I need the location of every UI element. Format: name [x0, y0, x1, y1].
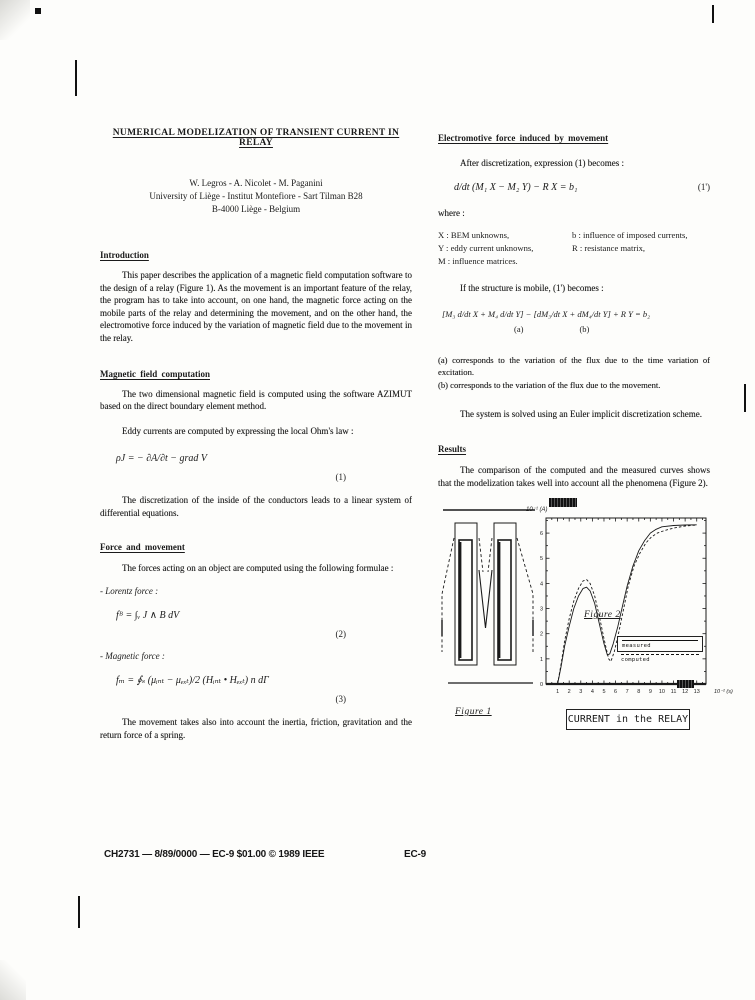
magnetic-field-paragraph-1: The two dimensional magnetic field is computed using the software AZIMUT based on the direct boundary element method.: [100, 388, 412, 412]
figure-1-caption: Figure 1: [455, 707, 492, 717]
equation-2: fᴮ = ∫ᵥ J ∧ B dV: [116, 610, 180, 622]
copyright-line: CH2731 — 8/89/0000 — EC-9 $01.00 © 1989 IEEE: [104, 849, 325, 860]
section-heading-introduction: Introduction: [100, 250, 149, 260]
scan-artifact: [744, 384, 746, 412]
scan-artifact: [75, 60, 77, 96]
svg-text:9: 9: [648, 689, 652, 695]
definition-item: R : resistance matrix,: [572, 243, 646, 254]
mobile-structure-paragraph: If the structure is mobile, (1') becomes :: [460, 283, 604, 294]
definition-item: Y : eddy current unknowns,: [438, 243, 534, 254]
scan-artifact: [35, 8, 41, 14]
part-label-b: (b): [579, 323, 590, 334]
introduction-paragraph: This paper describes the application of a magnetic field computation software to the design of a relay (Figure 1). As the movement is an important feature of the relay, the program has to take into account, on one hand, the magnetic force acting on the mobile parts of the relay and determining the movement, and on the other hand, the electromotive force induced by the variation of magnetic field due to the movement in the relay.: [100, 270, 412, 343]
where-label: where :: [438, 207, 465, 218]
magnetic-field-paragraph-2: Eddy currents are computed by expressing the local Ohm's law :: [122, 425, 354, 436]
figure-1-drawing: [438, 502, 538, 702]
figure-2-caption: Figure 2: [584, 610, 621, 620]
equation-2-number: (2): [335, 629, 346, 640]
section-heading-magnetic-field: Magnetic field computation: [100, 368, 210, 379]
figure-2-title-box: CURRENT in the RELAY: [566, 709, 690, 730]
svg-text:13: 13: [693, 689, 700, 695]
equation-1: ρJ = − ∂A/∂t − grad V: [116, 453, 208, 465]
section-heading-results: Results: [438, 444, 467, 455]
part-label-a: (a): [514, 323, 524, 334]
scan-artifact: [712, 5, 714, 23]
equation-mobile-part-labels: [438, 324, 710, 334]
symbol-definitions: [438, 229, 710, 268]
svg-text:4: 4: [590, 689, 594, 695]
legend-label-computed: computed: [621, 657, 650, 663]
equation-3: fₘ = ∮ₛ (μᵢₙₜ − μₑₓₜ)/2 (Hᵢₙₜ • Hₑₓₜ) n dΓ: [116, 675, 269, 687]
definition-item: [572, 255, 710, 268]
svg-text:2: 2: [567, 689, 571, 695]
svg-text:10⁻¹ (A): 10⁻¹ (A): [526, 507, 548, 513]
note-b: (b) corresponds to the variation of the flux due to the movement.: [438, 379, 661, 390]
right-column: [438, 133, 710, 489]
legend-line-dashed: [621, 654, 699, 655]
legend-entry-computed: [617, 652, 703, 663]
scan-edge-shade: [0, 960, 26, 1000]
left-column: [100, 128, 412, 741]
page-code: EC-9: [404, 849, 426, 860]
lorentz-force-label: - Lorentz force :: [100, 586, 159, 597]
legend-line-solid: [622, 640, 698, 641]
scan-artifact: [78, 896, 80, 928]
svg-text:1: 1: [539, 656, 543, 663]
definition-item: M : influence matrices.: [438, 256, 518, 267]
svg-text:6: 6: [539, 531, 543, 538]
svg-text:1: 1: [556, 689, 560, 695]
equation-3-number: (3): [335, 694, 346, 705]
svg-text:5: 5: [602, 689, 606, 695]
equation-1prime: d/dt (M₁ X − M₂ Y) − R X = b₁: [454, 181, 578, 193]
magnetic-force-label: - Magnetic force :: [100, 651, 165, 662]
note-a: (a) corresponds to the variation of the flux due to the time variation of excitation.: [438, 354, 710, 378]
equation-1prime-number: (1'): [697, 181, 710, 192]
svg-text:3: 3: [539, 606, 543, 613]
definition-item: b : influence of imposed currents,: [572, 230, 688, 241]
svg-text:0: 0: [539, 682, 543, 688]
section-heading-force-movement: Force and movement: [100, 541, 185, 552]
scan-artifact-badge: [677, 680, 694, 688]
euler-paragraph: The system is solved using an Euler implicit discretization scheme.: [460, 408, 702, 419]
affiliation-line-1: University of Liège - Institut Montefiore - Sart Tilman B28: [149, 191, 363, 201]
results-paragraph: The comparison of the computed and the measured curves shows that the modelization takes well into account all the phenomena (Figure 2).: [438, 465, 710, 488]
emf-paragraph-1: After discretization, expression (1) becomes :: [460, 158, 624, 168]
definition-item: X : BEM unknowns,: [438, 230, 510, 241]
svg-text:8: 8: [637, 689, 641, 695]
current-vs-time-plot: [524, 502, 746, 714]
svg-text:12: 12: [682, 689, 689, 695]
legend-box: [617, 636, 703, 652]
legend-label-measured: measured: [622, 643, 651, 649]
svg-text:10: 10: [658, 689, 666, 695]
svg-text:10⁻² (s): 10⁻² (s): [714, 689, 733, 695]
svg-text:5: 5: [539, 556, 543, 563]
figure-2-chart: [524, 496, 746, 718]
equation-mobile: [M₃ d/dt X + M₄ d/dt Y] − [dM₃/dt X + dM₄/dt Y] + R Y = b₂: [442, 308, 651, 319]
authors: W. Legros - A. Nicolet - M. Paganini: [189, 178, 323, 188]
magnetic-field-paragraph-3: The discretization of the inside of the conductors leads to a linear system of differential equations.: [100, 495, 412, 518]
force-paragraph-1: The forces acting on an object are computed using the following formulae :: [122, 562, 394, 573]
svg-text:11: 11: [670, 689, 677, 695]
paper-title: NUMERICAL MODELIZATION OF TRANSIENT CURRENT IN RELAY: [112, 128, 400, 148]
figure-2-legend: [617, 636, 703, 663]
svg-text:6: 6: [614, 689, 618, 695]
equation-1-number: (1): [335, 472, 346, 483]
section-heading-emf: Electromotive force induced by movement: [438, 133, 609, 143]
relay-cross-section-figure: [438, 502, 538, 697]
force-paragraph-2: The movement takes also into account the inertia, friction, gravitation and the return force of a spring.: [100, 717, 412, 740]
scan-edge-shade: [0, 0, 30, 40]
svg-text:7: 7: [625, 689, 629, 695]
svg-text:4: 4: [539, 581, 543, 588]
svg-text:3: 3: [579, 689, 583, 695]
affiliation-line-2: B-4000 Liège - Belgium: [211, 204, 301, 214]
svg-text:2: 2: [539, 631, 543, 638]
